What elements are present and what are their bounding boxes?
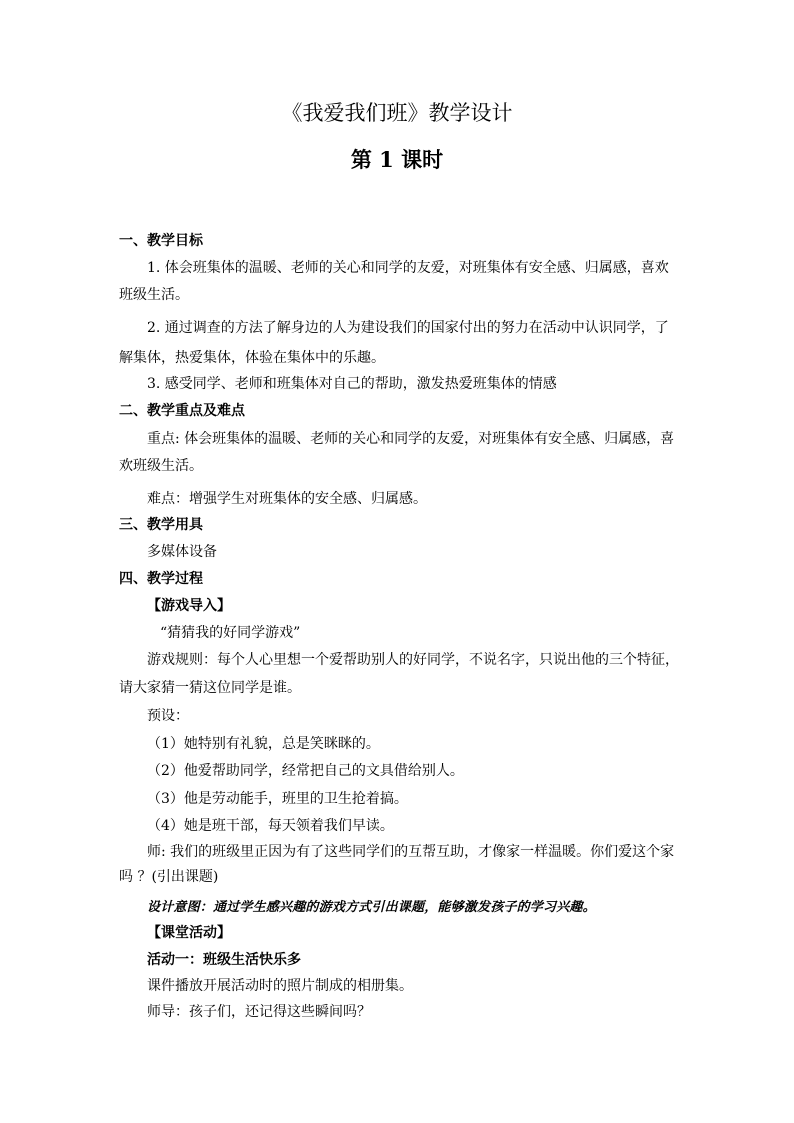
courseware-text: 课件播放开展活动时的照片制成的相册集。 <box>147 978 413 994</box>
objective-3: 3. 感受同学、老师和班集体对自己的帮助，激发热爱班集体的情感 <box>147 376 557 392</box>
game-name: “猜猜我的好同学游戏” <box>160 625 301 641</box>
objective-1-line-2: 班级生活。 <box>119 287 189 303</box>
section-heading-tools: 三、教学用具 <box>119 517 203 533</box>
key-point-line-1: 重点: 体会班集体的温暖、老师的关心和同学的友爱，对班集体有安全感、归属感，喜 <box>147 431 675 447</box>
design-intent: 设计意图：通过学生感兴趣的游戏方式引出课题，能够激发孩子的学习兴趣。 <box>147 900 596 915</box>
preset-item-3: （3）他是劳动能手，班里的卫生抢着搞。 <box>147 791 408 807</box>
teacher-line-2: 吗 ？(引出课题) <box>119 869 219 885</box>
section-heading-key-points: 二、教学重点及难点 <box>119 403 245 419</box>
objective-2-line-1: 2. 通过调查的方法了解身边的人为建设我们的国家付出的努力在活动中认识同学，了 <box>147 320 669 336</box>
game-rule-line-1: 游戏规则：每个人心里想一个爱帮助别人的好同学，不说名字，只说出他的三个特征， <box>147 652 679 668</box>
preset-item-1: （1）她特别有礼貌，总是笑眯眯的。 <box>147 736 380 752</box>
preset-item-4: （4）她是班干部，每天领着我们早读。 <box>147 818 394 834</box>
section-heading-process: 四、教学过程 <box>119 571 203 587</box>
class-activity-heading: 【课堂活动】 <box>147 925 231 941</box>
difficult-point: 难点：增强学生对班集体的安全感、归属感。 <box>147 491 427 507</box>
game-intro-heading: 【游戏导入】 <box>147 598 231 614</box>
teacher-line-1: 师: 我们的班级里正因为有了这些同学们的互帮互助，才像家一样温暖。你们爱这个家 <box>147 844 675 860</box>
activity-1-title: 活动一：班级生活快乐多 <box>147 952 301 968</box>
lesson-subtitle: 第 1 课时 <box>350 147 444 172</box>
tools-text: 多媒体设备 <box>147 544 217 560</box>
objective-2-line-2: 解集体，热爱集体，体验在集体中的乐趣。 <box>119 350 385 366</box>
document-title: 《我爱我们班》教学设计 <box>281 101 513 125</box>
key-point-line-2: 欢班级生活。 <box>119 458 203 474</box>
preset-item-2: （2）他爱帮助同学，经常把自己的文具借给别人。 <box>147 763 464 779</box>
preset-label: 预设： <box>147 708 189 724</box>
teacher-guide-text: 师导：孩子们，还记得这些瞬间吗？ <box>147 1004 371 1020</box>
game-rule-line-2: 请大家猜一猜这位同学是谁。 <box>119 680 301 696</box>
section-heading-objectives: 一、教学目标 <box>119 233 203 249</box>
objective-1-line-1: 1. 体会班集体的温暖、老师的关心和同学的友爱，对班集体有安全感、归属感，喜欢 <box>147 260 669 276</box>
